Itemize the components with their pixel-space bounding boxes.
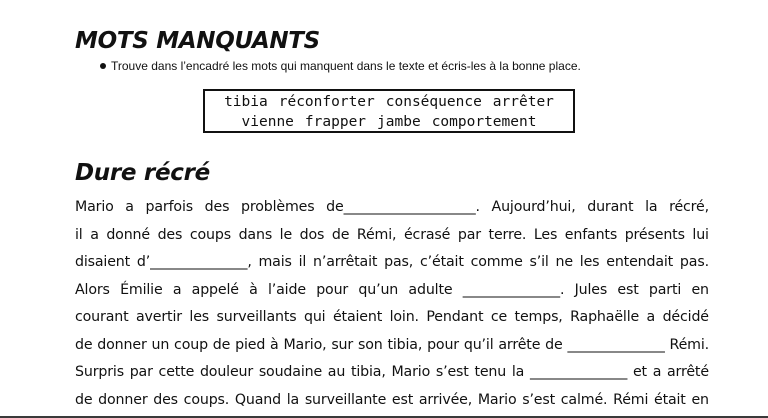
story-word: donner bbox=[98, 391, 148, 408]
story-word: a bbox=[646, 309, 656, 325]
story-word: des bbox=[153, 391, 178, 408]
story-word: durant bbox=[587, 199, 634, 215]
story-word: s’est bbox=[522, 391, 556, 408]
story-word: a bbox=[652, 364, 662, 380]
story-word: courant bbox=[75, 309, 129, 325]
story-line bbox=[75, 222, 709, 250]
story-word: donné bbox=[106, 226, 150, 243]
instruction-text: Trouve dans l’encadré les mots qui manquent dans le texte et écris-les à la bonne place. bbox=[111, 59, 581, 73]
story-word: coups. bbox=[183, 391, 230, 408]
story-word: calmé. bbox=[560, 391, 608, 408]
story-text bbox=[75, 194, 709, 414]
story-word: des bbox=[157, 226, 183, 243]
story-word: l’aide bbox=[267, 281, 306, 298]
story-word: soudaine bbox=[258, 364, 323, 380]
story-word: Rémi, bbox=[356, 226, 397, 243]
story-word: en bbox=[691, 391, 709, 408]
story-word: un bbox=[151, 336, 170, 353]
story-title: Dure récré bbox=[75, 160, 210, 186]
story-line bbox=[75, 359, 709, 387]
story-word: de bbox=[75, 391, 93, 408]
story-line bbox=[75, 249, 709, 277]
story-word: pied bbox=[235, 336, 266, 353]
story-word: récré, bbox=[669, 199, 709, 215]
story-word: coups bbox=[189, 226, 231, 243]
word-box-row bbox=[205, 92, 573, 112]
story-word: surveillante bbox=[304, 391, 387, 408]
story-word: Les bbox=[533, 226, 558, 243]
word-box-word: vienne bbox=[241, 114, 294, 130]
story-word: pas. bbox=[679, 254, 709, 270]
story-word: il bbox=[298, 254, 307, 270]
story-word: ______________. bbox=[462, 281, 565, 298]
story-word: a bbox=[90, 226, 99, 243]
story-word: ne bbox=[555, 254, 573, 270]
story-word: pour bbox=[427, 336, 459, 353]
story-word: Mario bbox=[477, 391, 517, 408]
story-word: temps, bbox=[514, 309, 563, 325]
story-word: Mario bbox=[75, 199, 114, 215]
story-word: problèmes bbox=[241, 199, 315, 215]
story-word: qui bbox=[303, 309, 326, 325]
story-word: pour bbox=[316, 281, 349, 298]
word-box-word: jambe bbox=[377, 114, 421, 130]
story-word: est bbox=[391, 391, 414, 408]
word-box-word: arrêter bbox=[492, 94, 554, 110]
story-word: dans bbox=[238, 226, 273, 243]
story-word: s’est bbox=[435, 364, 469, 380]
word-box bbox=[203, 89, 575, 133]
story-line bbox=[75, 194, 709, 222]
story-word: d’______________, bbox=[136, 254, 252, 270]
story-word: écrasé bbox=[403, 226, 451, 243]
story-word: tenu bbox=[474, 364, 507, 380]
story-word: qu’il bbox=[463, 336, 494, 353]
story-word: les bbox=[189, 309, 210, 325]
story-word: de bbox=[75, 336, 93, 353]
story-word: s’il bbox=[529, 254, 549, 270]
story-word: cette bbox=[158, 364, 195, 380]
story-word: Émilie bbox=[120, 281, 163, 298]
story-word: était bbox=[653, 391, 686, 408]
story-word: par bbox=[457, 226, 481, 243]
story-word: ______________ bbox=[567, 336, 665, 353]
word-box-word: frapper bbox=[304, 114, 367, 130]
story-word: parti bbox=[648, 281, 682, 298]
exercise-title: MOTS MANQUANTS bbox=[75, 28, 320, 54]
story-word: arrêté bbox=[666, 364, 709, 380]
story-word: à bbox=[270, 336, 279, 353]
story-word: de bbox=[545, 336, 563, 353]
story-word: dos bbox=[299, 226, 325, 243]
story-line bbox=[75, 387, 709, 415]
story-word: de___________________. bbox=[326, 199, 480, 215]
story-word: Quand bbox=[234, 391, 281, 408]
story-word: décidé bbox=[662, 309, 709, 325]
story-word: il bbox=[75, 226, 83, 243]
story-word: coup bbox=[174, 336, 208, 353]
story-word: est bbox=[617, 281, 639, 298]
story-word: comme bbox=[470, 254, 523, 270]
story-word: et bbox=[632, 364, 647, 380]
story-word: n’arrêtait bbox=[313, 254, 378, 270]
story-word: disaient bbox=[75, 254, 131, 270]
story-word: arrivée, bbox=[418, 391, 473, 408]
instruction bbox=[100, 58, 581, 74]
story-word: ______________ bbox=[529, 364, 628, 380]
story-word: a bbox=[125, 199, 134, 215]
story-word: son bbox=[357, 336, 383, 353]
story-word: en bbox=[691, 281, 709, 298]
story-word: donner bbox=[97, 336, 147, 353]
story-word: de bbox=[331, 226, 350, 243]
story-word: a bbox=[172, 281, 182, 298]
word-box-row bbox=[205, 112, 573, 132]
story-word: enfants bbox=[564, 226, 618, 243]
story-word: Surpris bbox=[75, 364, 124, 380]
story-line bbox=[75, 304, 709, 332]
story-word: avertir bbox=[135, 309, 182, 325]
word-box-word: conséquence bbox=[385, 94, 482, 110]
story-word: sur bbox=[331, 336, 354, 353]
story-word: entendait bbox=[606, 254, 674, 270]
story-word: au bbox=[327, 364, 346, 380]
story-word: Rémi bbox=[613, 391, 649, 408]
story-word: mais bbox=[258, 254, 292, 270]
story-word: la bbox=[286, 391, 300, 408]
story-word: lui bbox=[692, 226, 709, 243]
story-word: Pendant bbox=[426, 309, 484, 325]
story-word: adulte bbox=[408, 281, 453, 298]
bullet-icon bbox=[100, 63, 106, 69]
story-word: par bbox=[129, 364, 153, 380]
story-word: parfois bbox=[145, 199, 193, 215]
story-word: étaient bbox=[332, 309, 383, 325]
story-word: la bbox=[511, 364, 525, 380]
story-word: arrête bbox=[498, 336, 541, 353]
story-line bbox=[75, 332, 709, 360]
word-box-word: comportement bbox=[431, 114, 537, 130]
story-word: appelé bbox=[191, 281, 239, 298]
story-word: terre. bbox=[488, 226, 527, 243]
story-word: c’était bbox=[419, 254, 464, 270]
story-word: Mario, bbox=[283, 336, 327, 353]
story-word: Raphaëlle bbox=[570, 309, 640, 325]
story-word: surveillants bbox=[216, 309, 297, 325]
word-box-word: réconforter bbox=[278, 94, 375, 110]
story-word: le bbox=[279, 226, 293, 243]
story-word: Aujourd’hui, bbox=[491, 199, 576, 215]
story-word: Rémi. bbox=[669, 336, 709, 353]
story-word: qu’un bbox=[358, 281, 399, 298]
story-word: les bbox=[579, 254, 600, 270]
story-word: de bbox=[212, 336, 231, 353]
story-word: des bbox=[204, 199, 230, 215]
story-word: pas, bbox=[384, 254, 414, 270]
story-word: loin. bbox=[389, 309, 419, 325]
story-word: à bbox=[249, 281, 258, 298]
story-word: présents bbox=[624, 226, 685, 243]
story-word: Mario bbox=[391, 364, 431, 380]
story-word: tibia, bbox=[350, 364, 386, 380]
story-word: ce bbox=[490, 309, 508, 325]
story-word: Alors bbox=[75, 281, 110, 298]
story-word: la bbox=[645, 199, 658, 215]
story-word: tibia, bbox=[387, 336, 423, 353]
word-box-word: tibia bbox=[224, 94, 268, 110]
story-word: Jules bbox=[574, 281, 608, 298]
story-line bbox=[75, 277, 709, 305]
story-word: douleur bbox=[199, 364, 254, 380]
